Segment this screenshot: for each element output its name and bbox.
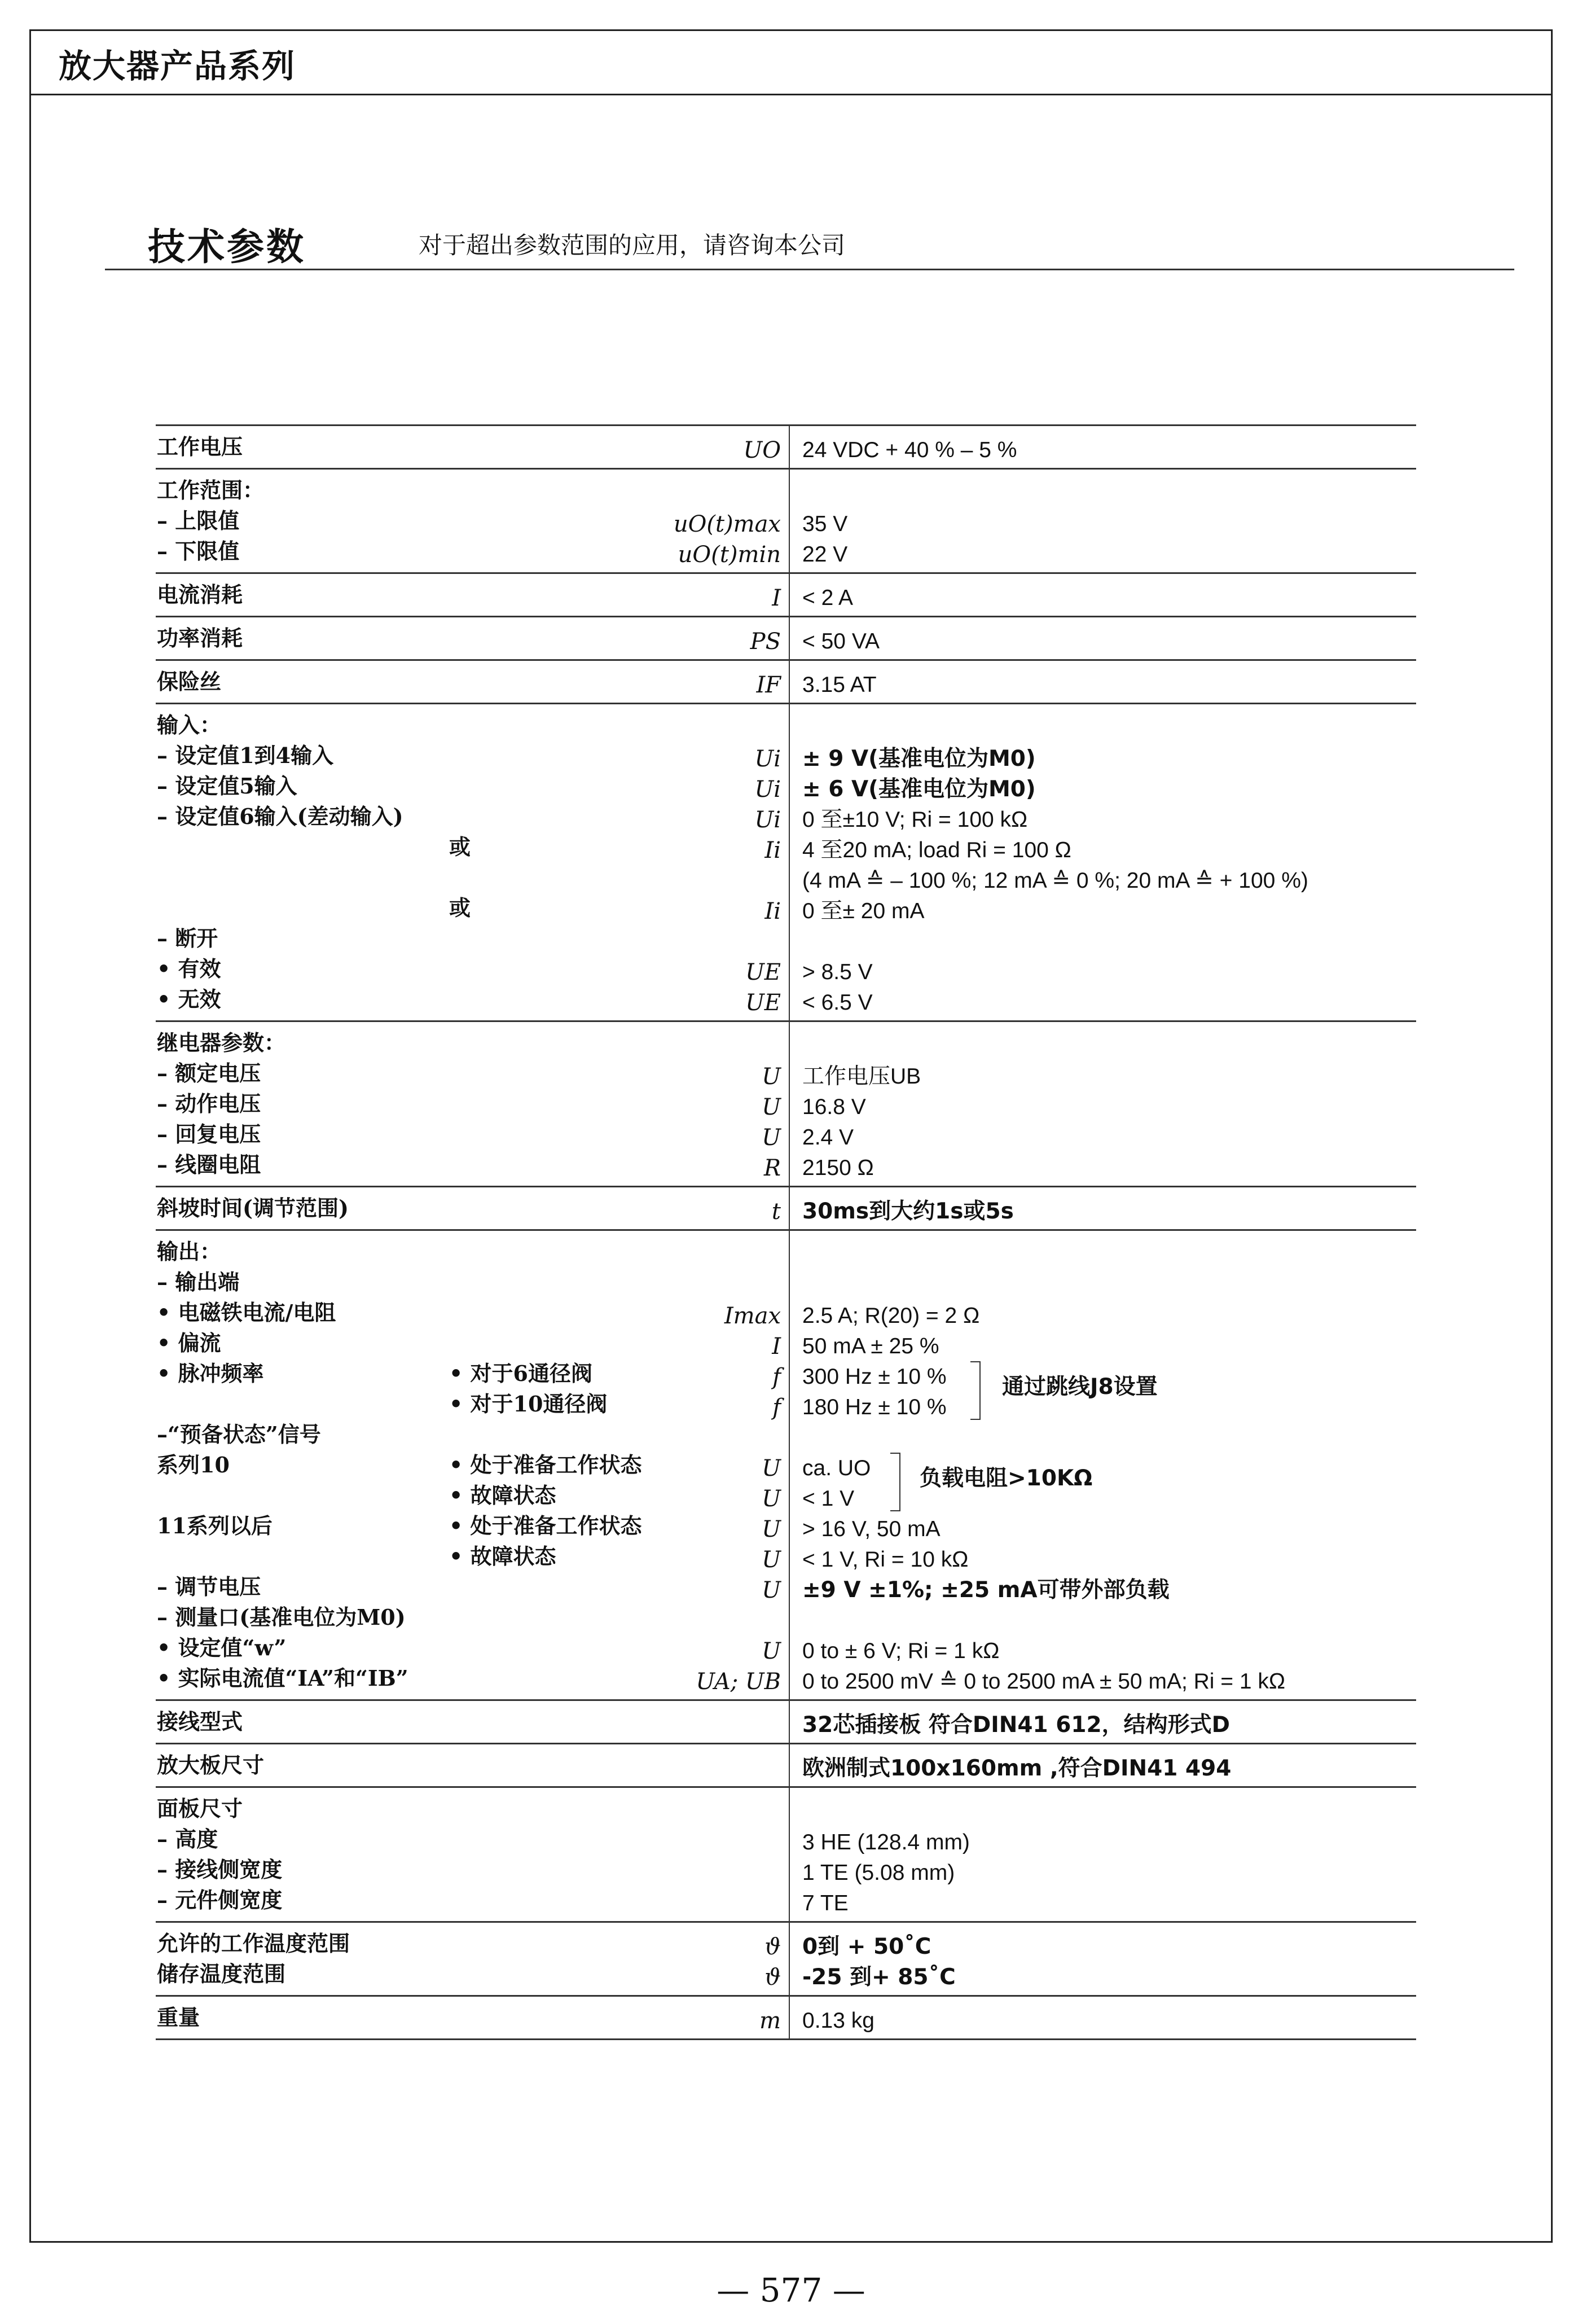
spec-row [156,893,1416,923]
section-note: 对于超出参数范围的应用，请咨询本公司 [419,231,846,259]
spec-label: – 上限值 [157,508,240,533]
spec-label: 输入： [157,712,222,738]
spec-group [156,1995,1416,2040]
spec-symbol: PS [750,629,781,655]
spec-row [156,1794,1416,1824]
spec-value: 3.15 AT [802,673,877,697]
spec-label: – 设定值6输入(差动输入) [157,804,403,829]
spec-value: < 1 V [802,1487,855,1511]
spec-row [156,506,1416,536]
spec-value: 0.13 kg [802,2009,875,2033]
spec-symbol: UE [745,959,781,985]
spec-label: – 线圈电阻 [157,1152,261,1177]
spec-value: 0 to ± 6 V; Ri = 1 kΩ [802,1639,1000,1663]
spec-symbol: uO(t)max [673,511,781,537]
spec-label: 功率消耗 [157,625,243,651]
spec-symbol: UE [745,990,781,1016]
spec-sublabel: • 故障状态 [449,1483,556,1508]
spec-value: -25 到+ 85˚C [802,1965,956,1990]
spec-row [156,1750,1416,1781]
spec-row [156,1602,1416,1633]
spec-value: > 8.5 V [802,960,873,984]
spec-row [156,740,1416,771]
header-divider [29,94,1553,95]
spec-row [156,580,1416,610]
spec-label: 输出： [157,1239,222,1264]
spec-value: ±9 V ±1%; ±25 mA可带外部负载 [802,1577,1170,1603]
spec-value: (4 mA ≙ – 100 %; 12 mA ≙ 0 %; 20 mA ≙ + 100 %) [802,869,1308,893]
spec-symbol: U [762,1125,781,1151]
spec-value: 4 至20 mA; load Ri = 100 Ω [802,838,1071,862]
spec-symbol: U [762,1486,781,1512]
spec-value: 24 VDC + 40 % – 5 % [802,438,1017,462]
spec-value: 300 Hz ± 10 % [802,1365,947,1389]
spec-row [156,771,1416,801]
spec-row [156,536,1416,567]
spec-sublabel: • 处于准备工作状态 [449,1513,642,1538]
spec-label: – 额定电压 [157,1060,261,1086]
spec-label: • 脉冲频率 [157,1361,264,1386]
side-note: 负载电阻>10KΩ [920,1466,1093,1491]
spec-label: • 偏流 [157,1330,221,1356]
spec-value: 22 V [802,542,848,567]
spec-value: 0 至± 20 mA [802,899,925,923]
spec-row [156,1297,1416,1328]
spec-label: – 高度 [157,1826,218,1852]
spec-symbol: ϑ [764,1965,781,1990]
spec-row [156,832,1416,862]
spec-row [156,623,1416,654]
spec-row [156,984,1416,1015]
range-bracket [970,1361,981,1420]
spec-row [156,801,1416,832]
spec-value: 35 V [802,512,848,536]
spec-value: 0到 + 50˚C [802,1934,931,1959]
section-title: 技术参数 [148,225,306,269]
spec-group [156,1786,1416,1921]
spec-group [156,1020,1416,1186]
spec-symbol: U [762,1064,781,1090]
spec-group [156,616,1416,659]
spec-row [156,923,1416,954]
spec-label: – 回复电压 [157,1121,261,1147]
spec-symbol: m [759,2008,781,2034]
spec-row [156,1089,1416,1119]
spec-row [156,1236,1416,1267]
spec-row [156,1541,1416,1572]
spec-label: 继电器参数： [157,1030,286,1055]
spec-row [156,1267,1416,1297]
spec-group [156,1921,1416,1995]
spec-row [156,1633,1416,1663]
spec-label: 允许的工作温度范围 [157,1931,350,1956]
spec-row [156,1358,1416,1389]
spec-label: • 无效 [157,986,221,1012]
spec-symbol: Ii [764,898,781,924]
spec-row [156,1824,1416,1854]
spec-row [156,475,1416,506]
spec-row [156,1572,1416,1602]
spec-label: • 电磁铁电流/电阻 [157,1300,336,1325]
spec-row [156,1389,1416,1419]
spec-label: 11系列以后 [157,1513,273,1538]
spec-value: 欧洲制式100x160mm ,符合DIN41 494 [802,1756,1232,1781]
spec-symbol: f [772,1364,781,1390]
spec-symbol: UA; UB [696,1669,781,1695]
spec-label: – 下限值 [157,538,240,564]
spec-row [156,1707,1416,1737]
spec-symbol: U [762,1455,781,1481]
spec-label: 储存温度范围 [157,1961,286,1987]
spec-label: – 设定值5输入 [157,773,297,799]
spec-value: > 16 V, 50 mA [802,1517,941,1541]
spec-sublabel: • 故障状态 [449,1544,556,1569]
spec-row [156,1480,1416,1511]
spec-row [156,1885,1416,1915]
spec-label: – 设定值1到4输入 [157,743,334,768]
spec-value: 3 HE (128.4 mm) [802,1830,970,1854]
spec-value: < 6.5 V [802,990,873,1015]
spec-label: • 实际电流值“IA”和“IB” [157,1665,408,1691]
spec-table [156,424,1416,2040]
spec-label: 重量 [157,2005,200,2030]
spec-symbol: I [772,585,781,611]
page-header-title: 放大器产品系列 [59,47,296,85]
spec-row [156,432,1416,462]
spec-row [156,1663,1416,1694]
spec-value: ca. UO [802,1456,871,1480]
spec-label: – 调节电压 [157,1574,261,1599]
spec-symbol: t [771,1199,781,1225]
spec-label: 保险丝 [157,669,222,694]
spec-label: 工作范围： [157,477,265,503]
spec-symbol: U [762,1577,781,1603]
spec-label: 电流消耗 [157,582,243,607]
spec-row [156,710,1416,740]
spec-value: 32芯插接板 符合DIN41 612，结构形式D [802,1712,1231,1738]
spec-label: – 输出端 [157,1269,240,1295]
spec-symbol: f [772,1395,781,1420]
spec-symbol: Imax [724,1303,781,1329]
spec-row [156,1028,1416,1058]
spec-symbol: IF [756,672,781,698]
spec-value: ± 9 V(基准电位为M0) [802,746,1036,771]
spec-row [156,1058,1416,1089]
side-note: 通过跳线J8设置 [1002,1374,1158,1400]
spec-sublabel: • 对于6通径阀 [449,1361,592,1386]
spec-group [156,1743,1416,1786]
spec-value: 0 to 2500 mV ≙ 0 to 2500 mA ± 50 mA; Ri = 1 kΩ [802,1669,1286,1694]
spec-row [156,666,1416,697]
spec-row [156,1959,1416,1989]
spec-value: 2150 Ω [802,1156,874,1180]
spec-group [156,1186,1416,1229]
range-bracket [890,1453,900,1511]
spec-label: 工作电压 [157,434,243,459]
spec-group [156,468,1416,572]
spec-symbol: I [772,1334,781,1360]
spec-label: –“预备状态”信号 [157,1422,321,1447]
spec-symbol: uO(t)min [678,542,781,568]
page-number: — 577 — [717,2271,865,2309]
spec-symbol: Ii [764,837,781,863]
spec-label: – 接线侧宽度 [157,1857,283,1882]
spec-group [156,703,1416,1020]
spec-symbol: U [762,1547,781,1573]
spec-label: – 动作电压 [157,1091,261,1116]
spec-row [156,1511,1416,1541]
spec-symbol: R [763,1155,781,1181]
spec-label: – 测量口(基准电位为M0) [157,1604,406,1630]
spec-sublabel: 或 [449,834,471,860]
spec-row [156,1854,1416,1885]
spec-group [156,659,1416,703]
spec-group [156,1699,1416,1743]
spec-row [156,1928,1416,1959]
spec-row [156,1450,1416,1480]
spec-label: 系列10 [157,1452,230,1477]
spec-value: 2.5 A; R(20) = 2 Ω [802,1304,980,1328]
spec-label: – 断开 [157,926,218,951]
spec-sublabel: 或 [449,895,471,920]
section-divider [105,269,1514,270]
spec-row [156,1328,1416,1358]
spec-symbol: UO [743,437,781,463]
spec-group [156,1229,1416,1699]
spec-label: 斜坡时间(调节范围) [157,1195,349,1221]
spec-value: 0 至±10 V; Ri = 100 kΩ [802,808,1028,832]
spec-row [156,1119,1416,1150]
spec-value: < 2 A [802,586,853,610]
spec-row [156,1419,1416,1450]
spec-value: 1 TE (5.08 mm) [802,1861,955,1885]
spec-value: < 50 VA [802,629,880,654]
spec-value: < 1 V, Ri = 10 kΩ [802,1547,969,1572]
spec-symbol: ϑ [764,1934,781,1960]
spec-value: 2.4 V [802,1125,854,1150]
spec-sublabel: • 对于10通径阀 [449,1391,608,1417]
spec-value: 工作电压UB [802,1064,921,1089]
spec-label: • 有效 [157,956,221,981]
spec-row [156,1150,1416,1180]
spec-symbol: Ui [754,807,781,833]
spec-symbol: Ui [754,777,781,803]
spec-value: ± 6 V(基准电位为M0) [802,777,1036,802]
spec-sublabel: • 处于准备工作状态 [449,1452,642,1477]
spec-label: 面板尺寸 [157,1796,243,1821]
spec-group [156,572,1416,616]
spec-row [156,2002,1416,2033]
spec-value: 16.8 V [802,1095,866,1119]
spec-symbol: U [762,1638,781,1664]
spec-row [156,1193,1416,1224]
spec-value: 7 TE [802,1891,849,1915]
spec-symbol: U [762,1516,781,1542]
spec-value: 30ms到大约1s或5s [802,1199,1014,1224]
spec-value: 50 mA ± 25 % [802,1334,939,1358]
spec-label: 接线型式 [157,1709,243,1734]
spec-row [156,954,1416,984]
spec-label: 放大板尺寸 [157,1752,265,1778]
spec-label: – 元件侧宽度 [157,1887,283,1913]
spec-symbol: U [762,1094,781,1120]
spec-row [156,862,1416,893]
spec-value: 180 Hz ± 10 % [802,1395,947,1419]
spec-symbol: Ui [754,746,781,772]
spec-label: • 设定值“w” [157,1635,287,1660]
spec-group [156,424,1416,468]
